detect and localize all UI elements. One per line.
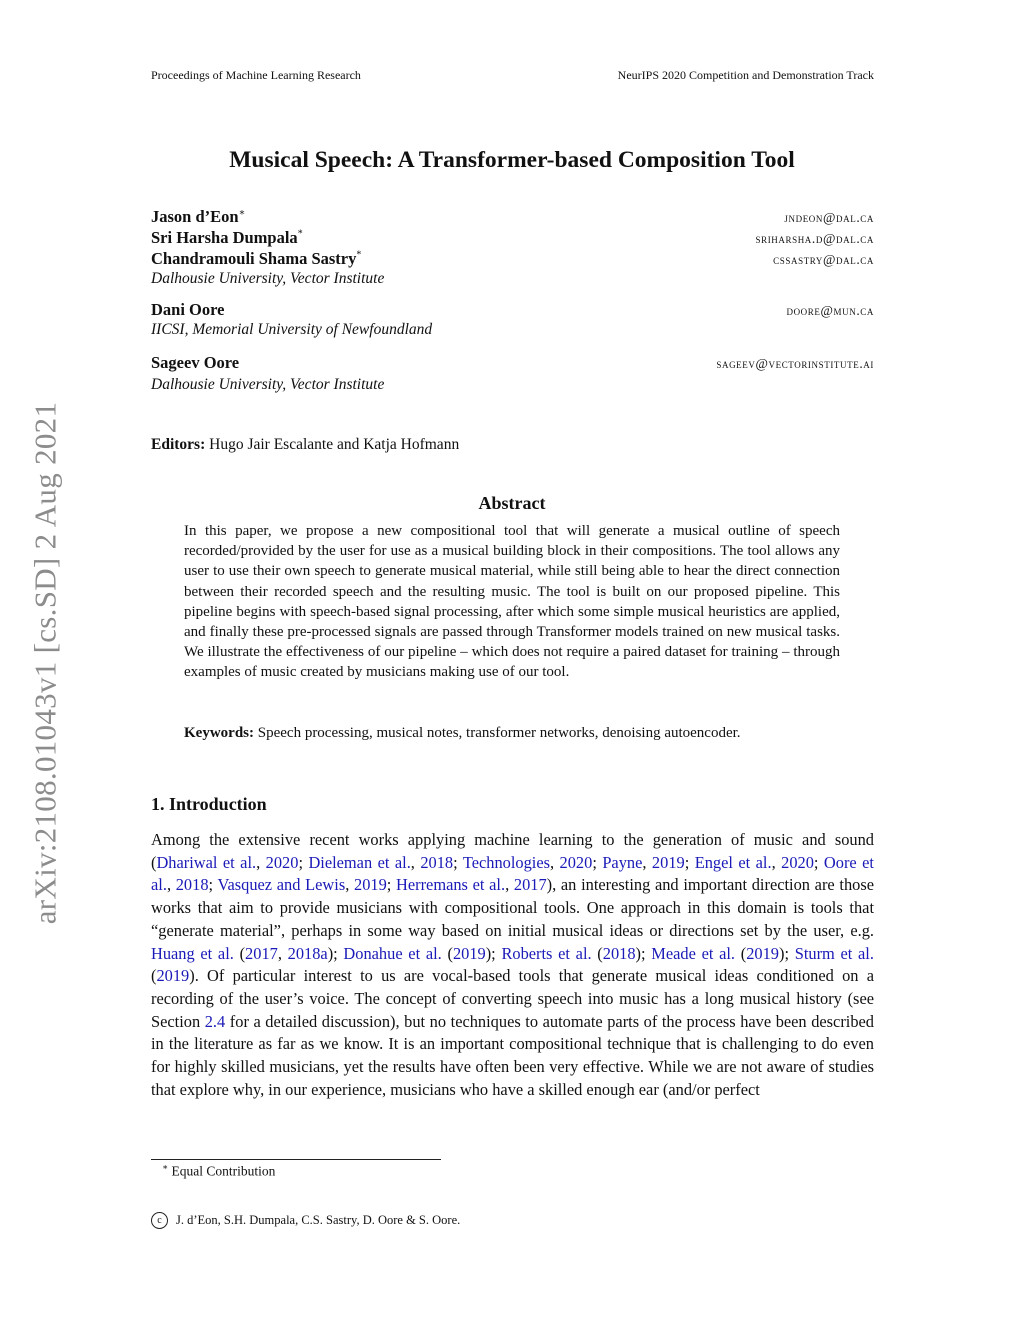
introduction-paragraph: Among the extensive recent works applying machine learning to the generation of music and sound (Dhariwal et al., 2020; Dieleman et al., 2018; Technologies, 2020; Payne, 2019; Engel et al., 2020; Oore et al., 2018; Vasquez and Lewis, 2019; Herremans et al., 2017), an interesting and important direction are those works that aim to provide musicians with compositional tools. One approach in this domain is tools that “generate material”, perhaps in some way based on initial musical ideas or directions set by the user, e.g. Huang et al. (2017, 2018a); Donahue et al. (2019); Roberts et al. (2018); Meade et al. (2019); Sturm et al. (2019). Of particular interest to us are vocal-based tools that generate musical ideas conditioned on a recording of the user’s voice. The concept of converting speech into music has a long musical history (see Section 2.4 for a detailed discussion), but no techniques to automate parts of the process have been described in the literature as far as we know. It is an important compositional technique that is challenging to do even for highly skilled musicians, yet the results have often been very effective. While we are not aware of studies that explore why, in our experience, musicians who have a skilled enough ear (and/or perfect <box>151 830 874 1099</box>
citation-link[interactable]: 2019 <box>746 943 779 963</box>
citation-link[interactable]: Dieleman et al. <box>308 852 411 872</box>
editors-line <box>151 436 459 454</box>
author-row <box>151 228 874 249</box>
citation-link[interactable]: Huang et al. <box>151 943 234 963</box>
equal-contribution-mark: ∗ <box>238 207 246 219</box>
citation-link[interactable]: Technologies <box>462 852 550 872</box>
citation-link[interactable]: 2020 <box>781 852 814 872</box>
citation-link[interactable]: 2019 <box>354 875 387 895</box>
author-name: Chandramouli Shama Sastry* <box>151 249 362 268</box>
copyright-text: J. d’Eon, S.H. Dumpala, C.S. Sastry, D. Oore & S. Oore. <box>176 1213 461 1227</box>
copyright-icon: c <box>151 1212 168 1229</box>
citation-link[interactable]: 2019 <box>156 966 190 986</box>
abstract-heading: Abstract <box>478 493 546 513</box>
editors-label: Editors: <box>151 436 206 453</box>
section-heading: 1. Introduction <box>151 794 267 814</box>
author-row <box>151 300 874 321</box>
author-affiliation: Dalhousie University, Vector Institute <box>151 270 385 287</box>
keywords-label: Keywords: <box>184 725 254 741</box>
citation-link[interactable]: Payne <box>602 852 643 872</box>
author-row <box>151 353 874 374</box>
citation-link[interactable]: 2018a <box>287 943 328 963</box>
abstract-text: In this paper, we propose a new compositional tool that will generate a musical outline of speech recorded/provided by the user for use as a musical building block in their compositions. The tool allows any user to use their own speech to generate musical material, while still being able to hear the direct connection between their recorded speech and the resulting music. The tool is built on our proposed pipeline. This pipeline begins with speech-based signal processing, after which some simple musical heuristics are applied, and finally these pre-processed signals are passed through Transformer models trained on new musical tasks. We illustrate the effectiveness of our pipeline – which does not require a paired dataset for training – through examples of music created by musicians making use of our tool. <box>184 523 840 681</box>
running-header-left: Proceedings of Machine Learning Research <box>151 68 361 82</box>
equal-contribution-mark: * <box>356 249 362 261</box>
citation-link[interactable]: 2018 <box>175 875 209 895</box>
editors-names: Hugo Jair Escalante and Katja Hofmann <box>209 436 460 453</box>
citation-link[interactable]: Oore et al. <box>151 852 874 895</box>
citation-link[interactable]: Engel et al. <box>694 852 772 872</box>
author-name: Dani Oore <box>151 300 225 319</box>
keywords-line <box>184 723 840 743</box>
author-row <box>151 249 874 270</box>
author-name: Jason d’Eon∗ <box>151 207 246 226</box>
citation-link[interactable]: Sturm et al. <box>794 943 874 963</box>
arxiv-id-text: arXiv:2108.01043v1 [cs.SD] 2 Aug 2021 <box>27 401 63 925</box>
citation-link[interactable]: Dhariwal et al. <box>156 852 257 872</box>
author-affiliation: IICSI, Memorial University of Newfoundland <box>151 321 433 338</box>
author-email: sriharsha.d@dal.ca <box>755 231 874 246</box>
author-affiliation: Dalhousie University, Vector Institute <box>151 376 385 393</box>
keywords-text: Speech processing, musical notes, transformer networks, denoising autoencoder. <box>257 725 741 741</box>
footnote-text: Equal Contribution <box>171 1163 276 1179</box>
copyright-line <box>151 1212 460 1229</box>
citation-link[interactable]: 2017 <box>245 943 278 963</box>
equal-contribution-mark: * <box>297 228 303 240</box>
author-name: Sageev Oore <box>151 353 240 372</box>
author-email: sageev@vectorinstitute.ai <box>716 356 874 371</box>
citation-link[interactable]: 2017 <box>513 875 547 895</box>
author-row <box>151 207 874 228</box>
footnote <box>162 1162 275 1180</box>
footnote-rule <box>151 1159 441 1160</box>
citation-link[interactable]: 2020 <box>265 852 299 872</box>
running-header-right: NeurIPS 2020 Competition and Demonstration Track <box>617 68 874 82</box>
author-email: cssastry@dal.ca <box>773 252 874 267</box>
citation-link[interactable]: 2019 <box>452 943 486 963</box>
citation-link[interactable]: Donahue et al. <box>343 943 442 963</box>
footnote-mark: ∗ <box>162 1162 169 1172</box>
citation-link[interactable]: Herremans et al. <box>396 875 506 895</box>
citation-link[interactable]: 2020 <box>559 852 593 872</box>
citation-link[interactable]: 2018 <box>420 852 454 872</box>
citation-link[interactable]: Roberts et al. <box>501 943 592 963</box>
citation-link[interactable]: 2018 <box>602 943 636 963</box>
arxiv-sidebar-stamp <box>10 401 80 925</box>
author-email: jndeon@dal.ca <box>784 210 874 225</box>
section-reference-link[interactable]: 2.4 <box>204 1011 226 1031</box>
citation-link[interactable]: Vasquez and Lewis <box>217 875 346 895</box>
paper-title: Musical Speech: A Transformer-based Composition Tool <box>229 147 795 173</box>
citation-link[interactable]: Meade et al. <box>651 943 736 963</box>
author-name: Sri Harsha Dumpala* <box>151 228 303 247</box>
author-email: doore@mun.ca <box>786 303 874 318</box>
citation-link[interactable]: 2019 <box>651 852 685 872</box>
